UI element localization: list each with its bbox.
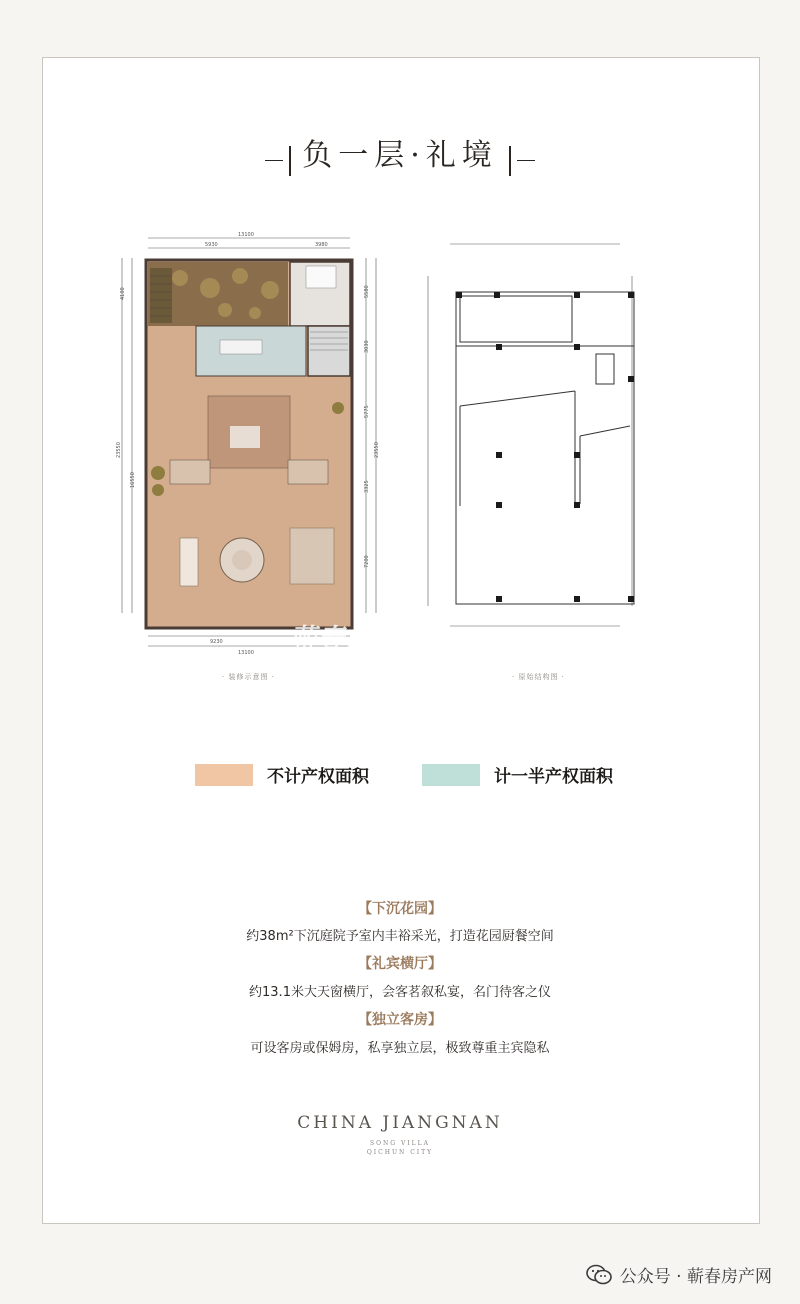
page-title: 负一层·礼境 bbox=[302, 138, 498, 173]
dim-bottom-left: 9230 bbox=[210, 639, 223, 645]
title-right-tick bbox=[517, 160, 535, 162]
dim-right-2: 3030 bbox=[364, 340, 370, 353]
feature-heading-garden: 【下沉花园】 bbox=[358, 901, 442, 917]
legend-item-half bbox=[422, 762, 613, 787]
feature-text-garden: 约38m²下沉庭院予室内丰裕采光，打造花园厨餐空间 bbox=[246, 929, 554, 944]
right-plan-caption: · 原始结构图 · bbox=[512, 673, 565, 681]
brand-sub-2: QICHUN CITY bbox=[366, 1149, 434, 1156]
structural-floor-plan bbox=[420, 236, 640, 636]
dim-right-3: 5775 bbox=[364, 405, 370, 418]
dim-top-total: 13100 bbox=[238, 232, 254, 238]
footer bbox=[586, 1262, 772, 1287]
footer-text: 公众号 · 蕲春房产网 bbox=[619, 1267, 772, 1287]
feature-text-guestroom: 可设客房或保姆房，私享独立层，极致尊重主宾隐私 bbox=[250, 1041, 550, 1056]
dim-right-1: 5580 bbox=[364, 285, 370, 298]
dim-right-5: 7200 bbox=[364, 555, 370, 568]
dim-top-right: 3980 bbox=[315, 242, 328, 248]
legend-swatch-excluded bbox=[195, 764, 253, 786]
legend-swatch-half bbox=[422, 764, 480, 786]
dim-left-3: 16550 bbox=[130, 472, 136, 488]
dim-left-2: 23550 bbox=[116, 442, 122, 458]
decorated-floor-plan bbox=[110, 228, 388, 658]
legend-item-excluded bbox=[195, 762, 369, 787]
feature-heading-guestroom: 【独立客房】 bbox=[358, 1012, 442, 1028]
dim-right-4: 3325 bbox=[364, 480, 370, 493]
brand-name: CHINA JIANGNAN bbox=[297, 1113, 503, 1133]
dim-left-1: 4100 bbox=[120, 287, 126, 300]
dim-right-total: 23550 bbox=[374, 442, 380, 458]
title-left-bar bbox=[289, 146, 291, 176]
feature-text-hall: 约13.1米大天窗横厅，会客茗叙私宴，名门待客之仪 bbox=[249, 985, 551, 1000]
legend-label-excluded: 不计产权面积 bbox=[267, 767, 369, 787]
dim-top-left: 5930 bbox=[205, 242, 218, 248]
watermark: 蕲春房产网 bbox=[290, 624, 431, 654]
brand-sub-1: SONG VILLA bbox=[370, 1140, 430, 1147]
left-plan-caption: · 装修示意图 · bbox=[222, 673, 275, 681]
title-left-tick bbox=[265, 160, 283, 162]
legend-label-half: 计一半产权面积 bbox=[494, 767, 613, 787]
title-row bbox=[0, 130, 800, 176]
wechat-icon bbox=[586, 1264, 612, 1286]
title-right-bar bbox=[509, 146, 511, 176]
feature-heading-hall: 【礼宾横厅】 bbox=[358, 956, 442, 972]
dim-bottom-total: 13100 bbox=[238, 650, 254, 656]
